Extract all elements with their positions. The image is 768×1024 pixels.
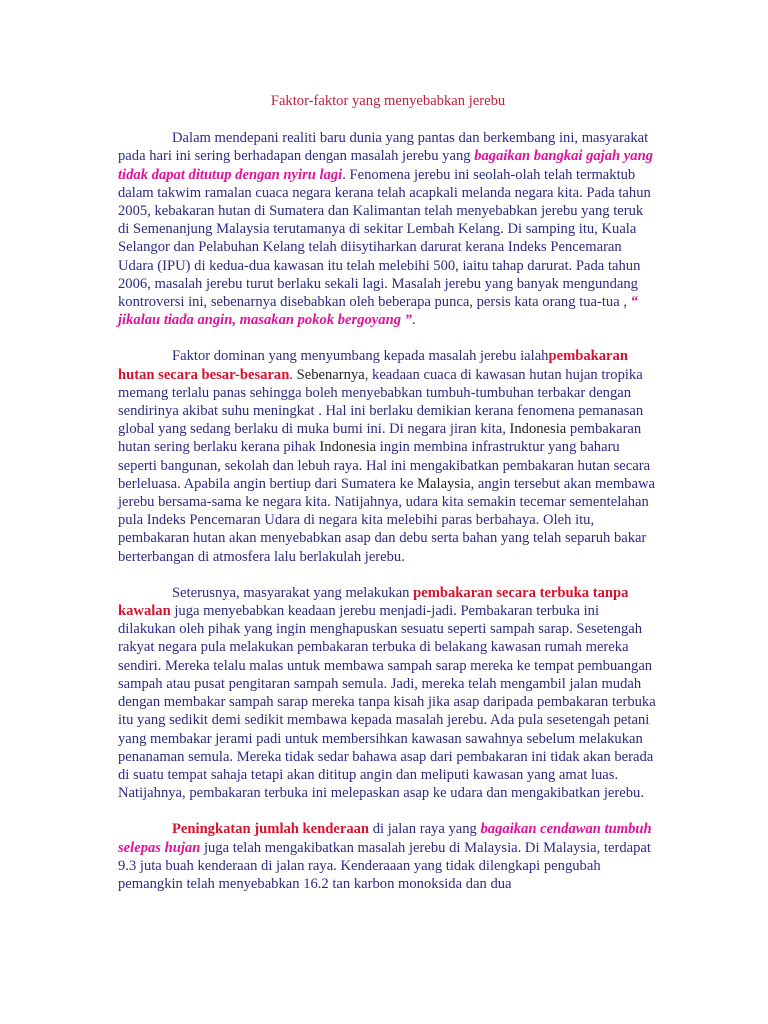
p2-text-5: ingin membina infrastruktur yang baharu seperti bangunan, sekolah dan lebuh raya. Hal ini mengakibatkan pembakaran hutan secara berleluasa. Apabila angin bertiup dari Sumatera ke [118, 439, 651, 492]
p1-text-3: . [411, 312, 416, 329]
p2-keyword-indonesia: Indonesia [509, 421, 567, 438]
p1-peribahasa-1: bagaikan bangkai gajah yang tidak dapat ditutup dengan nyiru lagi [118, 148, 653, 183]
paragraph-1 [118, 129, 658, 329]
p2-text-4: pembakaran hutan sering berlaku kerana pihak [118, 421, 642, 456]
p3-text-2: juga menyebabkan keadaan jerebu menjadi-jadi. Pembakaran terbuka ini dilakukan oleh pihak yang ingin menghapuskan sesuatu seperti sampah sarap. Sesetengah rakyat negara pula melakukan pembakaran terbuka di belakang kawasan rumah mereka sendiri. Mereka telalu malas untuk membawa sampah sarap mereka ke tempat pembuangan sampah atau pusat pengitaran sampah semula. Jadi, mereka telah mengambil jalan mudah dengan membakar sampah sarap mereka tanpa kisah jika asap daripada pembakaran terbuka itu yang sedikit demi sedikit membawa kepada masalah jerebu. Ada pula sesetengah petani yang membakar jerami padi untuk membersihkan kawasan sawahnya sebelum melakukan penanaman semula. Mereka tidak sedar bahawa asap dari pembakaran ini tidak akan berada di suatu tempat sahaja tetapi akan dititup angin dan meliputi kawasan yang amat luas. Natijahnya, pembakaran terbuka ini melepaskan asap ke udara dan mengakibatkan jerebu. [118, 603, 656, 802]
p1-peribahasa-2: “ jikalau tiada angin, masakan pokok bergoyang ” [118, 294, 638, 329]
p4-key-point: Peningkatan jumlah kenderaan [172, 821, 370, 838]
p2-keyword-indonesia-2: Indonesia [319, 439, 377, 456]
p3-key-point: pembakaran secara terbuka tanpa kawalan [118, 584, 629, 620]
p3-text-1: Seterusnya, masyarakat yang melakukan [172, 584, 414, 601]
p4-peribahasa: bagaikan cendawan tumbuh selepas hujan [118, 821, 652, 856]
paragraph-4 [118, 820, 658, 893]
p2-keyword-sebenarnya: Sebenarnya [296, 366, 365, 383]
p2-text-3: , keadaan cuaca di kawasan hutan hujan tropika memang terlalu panas sehingga boleh menyebabkan tumbuh-tumbuhan terbakar dengan sendirinya akibat suhu meningkat . Hal ini berlaku demikian kerana fenomena pemanasan global yang sedang berlaku di muka bumi ini. Di negara jiran kita, [118, 366, 644, 438]
p2-keyword-malaysia: Malaysia [417, 475, 471, 492]
p2-key-point: pembakaran hutan secara besar-besaran [118, 348, 628, 383]
p2-text-2: . [289, 366, 297, 383]
p1-text-1: Dalam mendepani realiti baru dunia yang pantas dan berkembang ini, masyarakat pada hari ini sering berhadapan dengan masalah jerebu yang [118, 130, 649, 165]
p2-text-1: Faktor dominan yang menyumbang kepada masalah jerebu ialah [172, 348, 549, 365]
paragraph-2 [118, 347, 658, 565]
p4-text-2: juga telah mengakibatkan masalah jerebu di Malaysia. Di Malaysia, terdapat 9.3 juta buah kenderaan di jalan raya. Kenderaaan yang tidak dilengkapi pengubah pemangkin telah menyebabkan 16.2 tan karbon monoksida dan dua [118, 839, 651, 892]
p2-text-6: , angin tersebut akan membawa jerebu bersama-sama ke negara kita. Natijahnya, udara kita semakin tecemar sementelahan pula Indeks Pencemaran Udara di negara kita melebihi paras berbahaya. Oleh itu, pembakaran hutan akan menyebabkan asap dan debu serta bahan yang telah separuh bakar berterbangan di atmosfera lalu berlakulah jerebu. [118, 475, 655, 565]
p4-text-1: di jalan raya yang [369, 821, 481, 838]
paragraph-3 [118, 584, 658, 802]
document-page [118, 92, 658, 911]
p1-text-2: . Fenomena jerebu ini seolah-olah telah termaktub dalam takwim ramalan cuaca negara kerana telah acapkali melanda negara kita. Pada tahun 2005, kebakaran hutan di Sumatera dan Kalimantan telah menyebabkan jerebu yang teruk di Semenanjung Malaysia terutamanya di sekitar Lembah Kelang. Di samping itu, Kuala Selangor dan Pelabuhan Kelang telah diisytiharkan darurat kerana Indeks Pencemaran Udara (IPU) di kedua-dua kawasan itu telah melebihi 500, iaitu tahap darurat. Pada tahun 2006, masalah jerebu turut berlaku sekali lagi. Masalah jerebu yang banyak mengundang kontroversi ini, sebenarnya disebabkan oleh beberapa punca, persis kata orang tua-tua , [118, 166, 651, 311]
document-title: Faktor-faktor yang menyebabkan jerebu [270, 93, 506, 109]
